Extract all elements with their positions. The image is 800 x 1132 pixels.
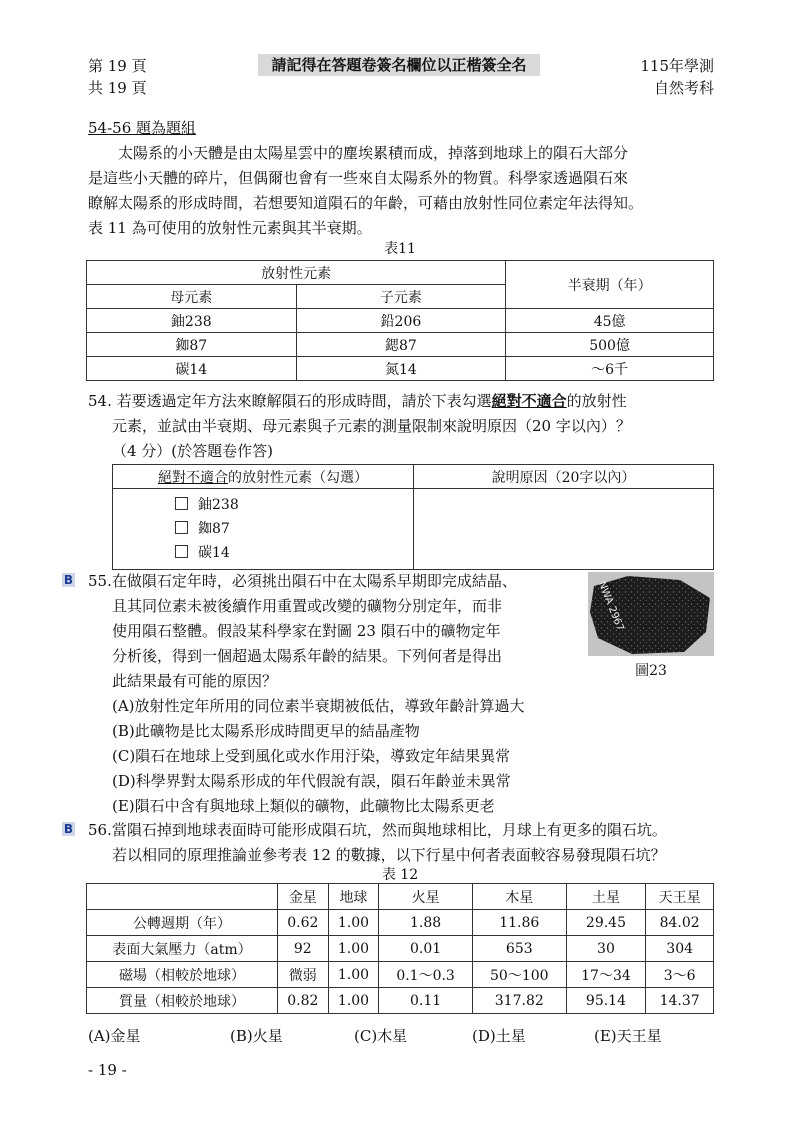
table12-cell: 29.45 — [566, 910, 646, 936]
table11-halflife-header: 半衰期（年） — [506, 261, 714, 309]
q54-text: 若要透過定年方法來瞭解隕石的形成時間，請於下表勾選 — [116, 392, 492, 410]
table12-cell: 17～34 — [566, 962, 646, 988]
table12 — [86, 883, 714, 1014]
table11-cell: 45億 — [506, 309, 714, 333]
q54-line-3: （4 分）(於答題卷作答) — [112, 442, 274, 460]
q54-col1-emph: 絕對不適合 — [158, 469, 228, 486]
table12-row-label: 磁場（相較於地球） — [87, 962, 278, 988]
q54-col2-header: 說明原因（20字以內） — [414, 465, 714, 489]
table11-parent-header: 母元素 — [87, 285, 297, 309]
table12-cell: 1.88 — [379, 910, 473, 936]
table12-planet: 土星 — [566, 884, 646, 910]
q54-emphasis: 絕對不適合 — [491, 392, 567, 410]
table12-cell: 95.14 — [566, 988, 646, 1014]
table12-cell: 1.00 — [328, 962, 379, 988]
q54-reason-cell[interactable] — [414, 489, 714, 570]
table12-cell: 92 — [278, 936, 329, 962]
q56-line-2: 若以相同的原理推論並參考表 12 的數據，以下行星中何者表面較容易發現隕石坑？ — [112, 846, 666, 864]
q56-option-d[interactable]: (D)土星 — [472, 1027, 526, 1045]
q55-number: 55. — [88, 572, 112, 590]
table11-daughter-header: 子元素 — [296, 285, 506, 309]
table11-cell: 銣87 — [87, 333, 297, 357]
q55-option-e[interactable]: (E)隕石中含有與地球上類似的礦物，此礦物比太陽系更老 — [112, 797, 495, 815]
q54-answer-table — [112, 464, 714, 570]
checkbox-icon[interactable] — [175, 545, 188, 558]
meteorite-photo — [588, 572, 714, 656]
table11-cell: 鈾238 — [87, 309, 297, 333]
q55-line-5: 此結果最有可能的原因？ — [112, 672, 278, 690]
table12-row-label: 公轉週期（年） — [87, 910, 278, 936]
table11-cell: 碳14 — [87, 357, 297, 381]
q54-text-end: 的放射性 — [566, 392, 627, 410]
q54-col1-header — [113, 465, 414, 489]
answer-mark-badge: B — [63, 573, 74, 587]
table12-caption: 表 12 — [381, 867, 419, 883]
table12-cell: 50～100 — [472, 962, 566, 988]
q55-option-c[interactable]: (C)隕石在地球上受到風化或水作用汙染，導致定年結果異常 — [112, 747, 511, 765]
table12-cell: 317.82 — [472, 988, 566, 1014]
q54-option-label: 碳14 — [198, 545, 230, 561]
q56-option-e[interactable]: (E)天王星 — [594, 1027, 662, 1045]
q54-option-label: 鈾238 — [198, 497, 239, 513]
q54-options-cell — [113, 489, 414, 570]
table12-cell: 14.37 — [646, 988, 714, 1014]
q54-option[interactable] — [175, 517, 413, 541]
table12-cell: 304 — [646, 936, 714, 962]
page-footer: - 19 - — [88, 1061, 127, 1079]
q56-option-c[interactable]: (C)木星 — [354, 1027, 408, 1045]
checkbox-icon[interactable] — [175, 497, 188, 510]
table12-cell: 0.1～0.3 — [379, 962, 473, 988]
table11-cell: 500億 — [506, 333, 714, 357]
q55-option-a[interactable]: (A)放射性定年所用的同位素半衰期被低估，導致年齡計算過大 — [112, 697, 525, 715]
page-number: 第 19 頁 — [88, 57, 147, 75]
figure23-caption: 圖23 — [635, 663, 667, 679]
table11-cell: 鍶87 — [296, 333, 506, 357]
q54-number: 54. — [88, 392, 112, 410]
table12-planet: 金星 — [278, 884, 329, 910]
table12-planet: 天王星 — [646, 884, 714, 910]
q56-line-1 — [88, 818, 728, 843]
table12-planet: 火星 — [379, 884, 473, 910]
q56-text: 當隕石掉到地球表面時可能形成隕石坑，然而與地球相比，月球上有更多的隕石坑。 — [111, 821, 667, 839]
q55-line-3: 使用隕石整體。假設某科學家在對圖 23 隕石中的礦物定年 — [112, 622, 501, 640]
table11 — [86, 260, 714, 381]
intro-line-3: 瞭解太陽系的形成時間，若想要知道隕石的年齡，可藉由放射性同位素定年法得知。 — [88, 194, 644, 212]
table12-cell: 1.00 — [328, 936, 379, 962]
q54-line-2: 元素，並試由半衰期、母元素與子元素的測量限制來說明原因（20 字以內）？ — [112, 417, 631, 435]
signature-banner: 請記得在答題卷簽名欄位以正楷簽全名 — [258, 54, 540, 76]
table12-cell: 84.02 — [646, 910, 714, 936]
meteorite-label: NWA 2967 — [595, 580, 626, 633]
table12-cell: 1.00 — [328, 910, 379, 936]
q55-text: 在做隕石定年時，必須挑出隕石中在太陽系早期即完成結晶、 — [111, 572, 517, 590]
table12-corner — [87, 884, 278, 910]
table12-planet: 木星 — [472, 884, 566, 910]
q55-option-b[interactable]: (B)此礦物是比太陽系形成時間更早的結晶產物 — [112, 722, 420, 740]
table11-cell: ～6千 — [506, 357, 714, 381]
q56-option-a[interactable]: (A)金星 — [88, 1027, 141, 1045]
table11-group-header: 放射性元素 — [87, 261, 506, 285]
table12-cell: 0.62 — [278, 910, 329, 936]
table12-cell: 0.82 — [278, 988, 329, 1014]
q55-line-4: 分析後，得到一個超過太陽系年齡的結果。下列何者是得出 — [112, 647, 503, 665]
checkbox-icon[interactable] — [175, 521, 188, 534]
answer-mark-badge: B — [63, 822, 74, 836]
intro-line-1: 太陽系的小天體是由太陽星雲中的塵埃累積而成，掉落到地球上的隕石大部分 — [118, 144, 629, 162]
exam-name: 115年學測 — [640, 57, 714, 75]
q56-option-b[interactable]: (B)火星 — [230, 1027, 283, 1045]
q55-line-1 — [88, 569, 588, 594]
table11-caption: 表11 — [384, 241, 416, 257]
table11-cell: 氮14 — [296, 357, 506, 381]
table12-row-label: 表面大氣壓力（atm） — [87, 936, 278, 962]
q54-option[interactable] — [175, 493, 413, 517]
q54-col1-rest: 的放射性元素（勾選） — [228, 469, 368, 486]
table12-row-label: 質量（相較於地球） — [87, 988, 278, 1014]
q54-option-label: 銣87 — [198, 521, 230, 537]
intro-line-2: 是這些小天體的碎片，但偶爾也會有一些來自太陽系外的物質。科學家透過隕石來 — [88, 169, 629, 187]
group-title: 54-56 題為題組 — [88, 119, 197, 137]
table12-cell: 微弱 — [278, 962, 329, 988]
table12-cell: 11.86 — [472, 910, 566, 936]
table12-cell: 0.11 — [379, 988, 473, 1014]
table12-cell: 653 — [472, 936, 566, 962]
q55-option-d[interactable]: (D)科學界對太陽系形成的年代假說有誤，隕石年齡並未異常 — [112, 772, 511, 790]
subject-name: 自然考科 — [653, 79, 714, 97]
q54-option[interactable] — [175, 541, 413, 565]
table11-cell: 鉛206 — [296, 309, 506, 333]
table12-cell: 0.01 — [379, 936, 473, 962]
table12-cell: 1.00 — [328, 988, 379, 1014]
q55-line-2: 且其同位素未被後續作用重置或改變的礦物分別定年，而非 — [112, 597, 503, 615]
intro-line-4: 表 11 為可使用的放射性元素與其半衰期。 — [88, 219, 372, 237]
table12-cell: 3～6 — [646, 962, 714, 988]
q56-number: 56. — [88, 821, 112, 839]
q54-line-1 — [88, 389, 718, 414]
table12-planet: 地球 — [328, 884, 379, 910]
total-pages: 共 19 頁 — [88, 79, 147, 97]
table12-cell: 30 — [566, 936, 646, 962]
